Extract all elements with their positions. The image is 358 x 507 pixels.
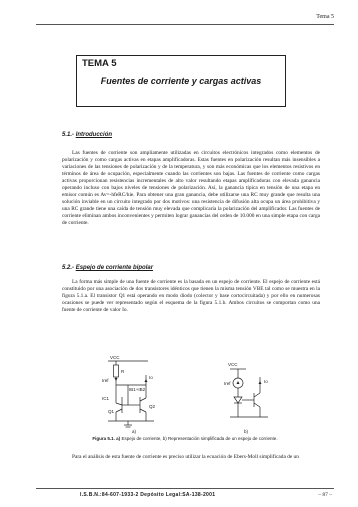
resistor-label: R: [121, 369, 125, 374]
io-label-b: Io: [264, 379, 268, 384]
running-header: Tema 5: [316, 14, 334, 20]
chapter-title-box: [76, 55, 286, 107]
current-mirror-figure: [78, 355, 318, 435]
subfigure-b-label: b): [244, 429, 249, 434]
section-heading-introduccion: [62, 132, 112, 138]
ic1-label: IC1: [102, 396, 110, 401]
q1-label: Q1: [108, 409, 115, 414]
paragraph-introduction: Las fuentes de corriente son ampliamente utilizadas en circuitos electrónicos integrados como elementos de polarización y como cargas activas en etapas amplificadoras. Estas fuentes en polarización resultan más insensibles a variaciones de las tensiones de polarización y de la temperatura, y son más económicas que los elementos resistivos en términos de área de ocupación, especialmente cuando las corrientes son bajas. Las fuentes de corriente como cargas activas proporcionan resistencias incrementales de alto valor resultando etapas amplificadoras con elevada ganancia operando incluso con bajos niveles de tensiones de polarización. Así, la ganancia típica en tensión de una etapa en emisor común es Av=-hfeRC/hie. Para obtener una gran ganancia, debe utilizarse una RC muy grande que resulta una solución inviable en un circuito integrado por dos motivos: una resistencia de difusión alta ocupa un área prohibitiva y una RC grande tiene una caída de tensión muy elevada que complicaría la polarización del amplificador. Las fuentes de corriente eliminan ambos inconvenientes y permiten lograr ganancias del orden de 10.000 en una simple etapa con carga de corriente.: [62, 150, 320, 227]
chapter-title: Fuentes de corriente y cargas activas: [100, 76, 262, 86]
subfigure-a-label: a): [132, 429, 137, 434]
header-rule: [36, 24, 334, 25]
base-current-label: IB1+IB2: [129, 387, 146, 392]
figure-caption: [60, 436, 310, 441]
section-title: Espejo de corriente bipolar: [75, 265, 154, 271]
vcc-label-b: VCC: [228, 362, 238, 367]
paragraph-current-mirror: La forma más simple de una fuente de corriente es la basada en un espejo de corriente. El espejo de corriente está constituido por una asociación de dos transistores idénticos que tienen la misma tensión VBE tal como se muestra en la figura 5.1.a. El transistor Q1 está operando en modo diodo (colector y base cortocircuitada) y por ello en numerosas ocasiones se puede ver representado según el esquema de la figura 5.1.b. Ambos circuitos se comportan como una fuente de corriente de valor Io.: [62, 279, 320, 314]
paragraph-analysis: Para el análisis de esta fuente de corriente es preciso utilizar la ecuación de Ebers-Moll simplificada de un: [72, 454, 299, 460]
vcc-label-a: VCC: [110, 355, 120, 360]
footer-rule: [36, 488, 334, 489]
page-number: – 87 –: [318, 492, 332, 498]
section-heading-espejo: [62, 265, 153, 271]
caption-prefix: Figura 5.1. a): [92, 436, 121, 441]
q2-label: Q2: [149, 404, 156, 409]
io-label-a: Io: [149, 375, 153, 380]
caption-part-b: Representación simplificada de un espejo de corriente.: [168, 436, 278, 441]
section-title: Introducción: [75, 132, 113, 138]
section-number: 5.2.-: [62, 265, 75, 271]
caption-part-a: Espejo de corriente, b): [121, 436, 167, 441]
iref-label-a: Iref: [102, 378, 109, 383]
iref-label-b: Iref: [224, 381, 231, 386]
chapter-number: TEMA 5: [82, 58, 117, 69]
section-number: 5.1.-: [62, 132, 75, 138]
footer-isbn: I.S.B.N.:84-607-1933-2 Depósito Legal:SA-138-2001: [80, 492, 216, 498]
